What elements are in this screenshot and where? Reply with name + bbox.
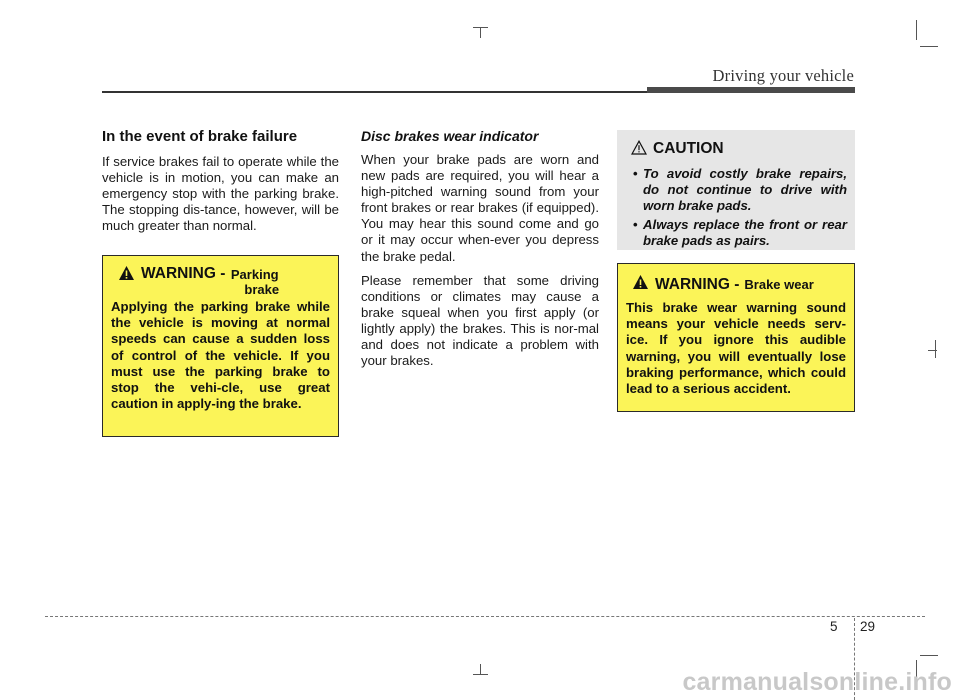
warning-box-parking-brake <box>102 255 339 437</box>
caution-box <box>617 130 855 250</box>
warning-triangle-icon <box>632 274 649 295</box>
warning-box-brake-wear <box>617 263 855 412</box>
disc-brakes-heading: Disc brakes wear indicator <box>361 128 539 144</box>
warning-subtitle: Brake wear <box>744 277 814 292</box>
warning-label: WARNING - <box>655 275 740 293</box>
chapter-number: 5 <box>830 619 838 634</box>
warning-brake-wear-text: This brake wear warning sound means your vehicle needs serv-ice. If you ignore this audible warning, you will eventually lose braking performance, which could lead to a serious accident. <box>626 300 846 397</box>
caution-title: CAUTION <box>653 140 724 157</box>
column-left <box>102 128 339 242</box>
warning-label: WARNING - <box>141 265 226 282</box>
warning-heading <box>118 265 330 295</box>
brake-failure-paragraph: If service brakes fail to operate while the vehicle is in motion, you can make an emergency stop with the parking brake. The stopping dis-tance, however, will be much greater than normal. <box>102 154 339 234</box>
warning-subtitle-line2: brake <box>244 282 280 297</box>
page-number: 29 <box>860 619 876 634</box>
caution-triangle-icon <box>631 140 647 160</box>
caution-item: • Always replace the front or rear brake pads as pairs. <box>633 216 847 248</box>
column-middle <box>361 128 599 377</box>
footer-rule <box>45 616 925 617</box>
disc-brakes-paragraph-2: Please remember that some driving conditions or climates may cause a brake squeal when you first apply (or lightly apply) the brakes. This is nor-mal and does not indicate a problem with your brakes. <box>361 272 599 369</box>
watermark: carmanualsonline.info <box>682 668 952 696</box>
warning-subtitle-line1: Parking <box>230 267 279 282</box>
section-header-title: Driving your vehicle <box>712 66 854 85</box>
caution-item: • To avoid costly brake repairs, do not continue to drive with worn brake pads. <box>633 166 847 214</box>
warning-subtitle <box>230 267 279 297</box>
warning-heading <box>632 274 846 295</box>
brake-failure-heading: In the event of brake failure <box>102 128 298 145</box>
caution-list <box>625 166 847 249</box>
warning-parking-text: Applying the parking brake while the vehicle is moving at normal speeds can cause a sudden loss of control of the vehicle. If you must use the parking brake to stop the vehi-cle, use great caution in apply-ing the brake. <box>111 299 330 412</box>
caution-heading <box>631 140 847 160</box>
header-rule-bar <box>647 87 855 93</box>
warning-triangle-icon <box>118 265 135 286</box>
disc-brakes-paragraph-1: When your brake pads are worn and new pads are required, you will hear a high-pitched warning sound from your front brakes or rear brakes (if equipped). You may hear this sound come and go or it may occur when-ever you depress the brake pedal. <box>361 152 599 264</box>
